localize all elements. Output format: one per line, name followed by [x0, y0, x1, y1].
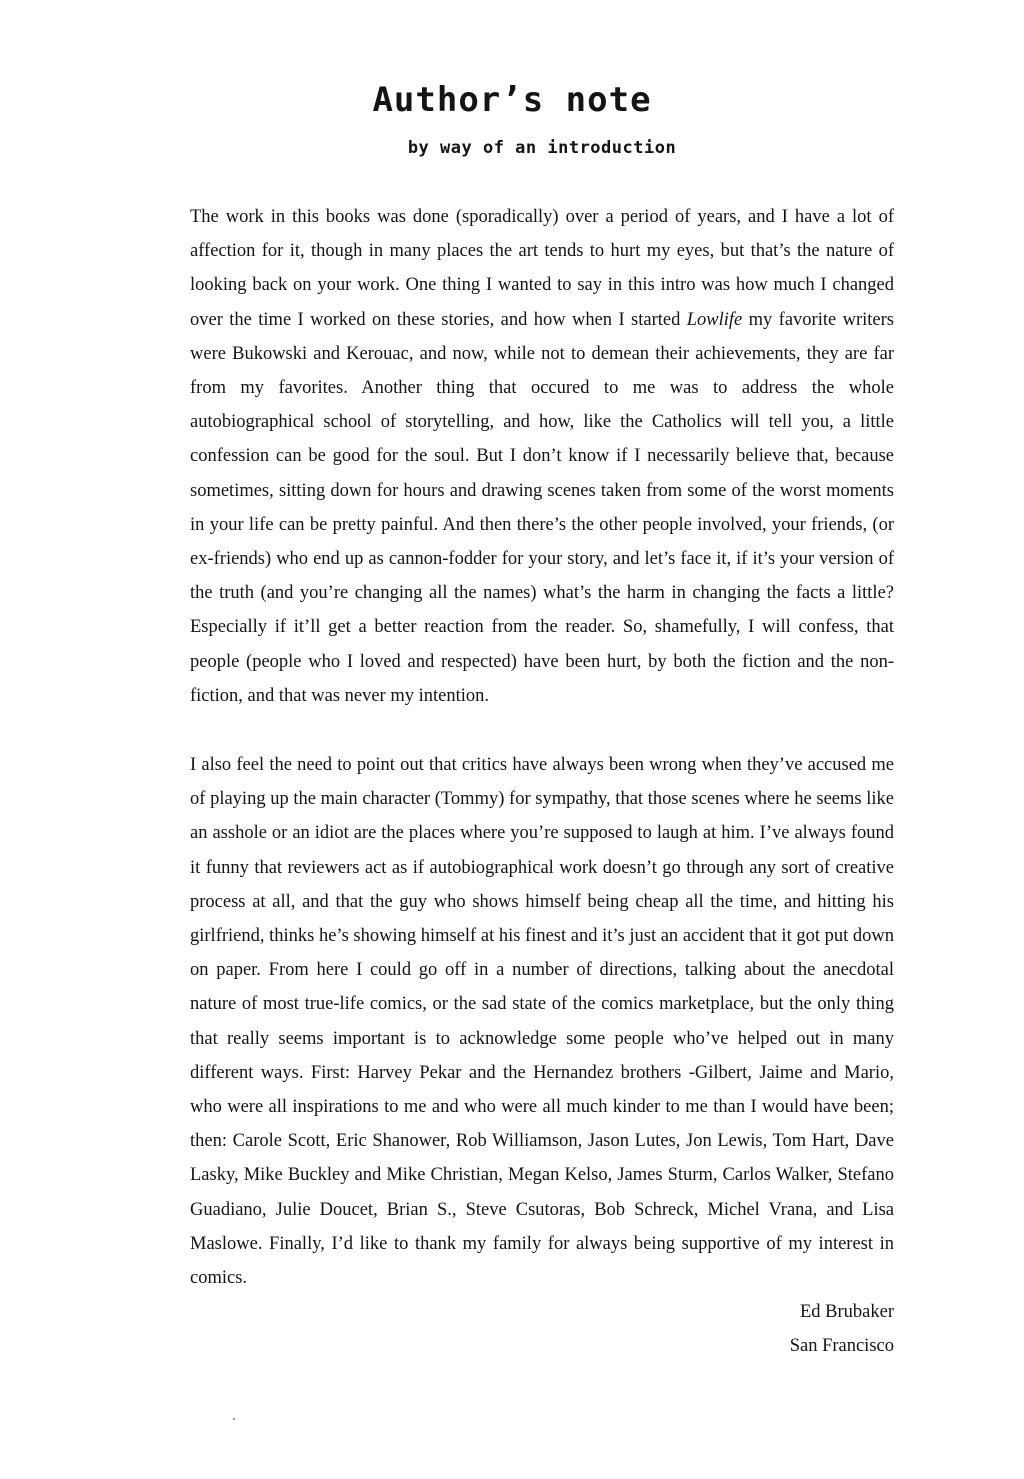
- paragraph-1-text-b: my favorite writers were Bukowski and Kerouac, and now, while not to demean their achievements, they are far from my favorites. Another thing that occured to me was to address the whole autobiographical school of storytelling, and how, like the Catholics will tell you, a little confession can be good for the soul. But I don’t know if I necessarily believe that, because sometimes, sitting down for hours and drawing scenes taken from some of the worst moments in your life can be pretty painful. And then there’s the other people involved, your friends, (or ex-friends) who end up as cannon-fodder for your story, and let’s face it, if it’s your version of the truth (and you’re changing all the names) what’s the harm in changing the facts a little? Especially if it’ll get a better reaction from the reader. So, shamefully, I will confess, that people (people who I loved and respected) have been hurt, by both the fiction and the non-fiction, and that was never my intention.: [190, 309, 894, 706]
- page-title: Author’s note: [372, 80, 652, 120]
- page-speck: [233, 1418, 235, 1420]
- signature-place: San Francisco: [789, 1336, 894, 1356]
- page-subtitle: by way of an introduction: [407, 138, 677, 158]
- book-title-italic: Lowlife: [686, 309, 743, 330]
- signature-name: Ed Brubaker: [799, 1302, 894, 1322]
- paragraph-1-text-a: The work in this books was done (sporadically) over a period of years, and I have a lot of affection for it, though in many places the art tends to hurt my eyes, but that’s the nature of looking back on your work. One thing I wanted to say in this intro was how much I changed over the time I worked on these stories, and how when I started: [190, 207, 894, 330]
- intro-paragraph-1: [190, 200, 894, 713]
- intro-paragraph-2: I also feel the need to point out that critics have always been wrong when they’ve accused me of playing up the main character (Tommy) for sympathy, that those scenes where he seems like an asshole or an idiot are the places where you’re supposed to laugh at him. I’ve always found it funny that reviewers act as if autobiographical work doesn’t go through any sort of creative process at all, and that the guy who shows himself being cheap all the time, and hitting his girlfriend, thinks he’s showing himself at his finest and it’s just an accident that it got put down on paper. From here I could go off in a number of directions, talking about the anecdotal nature of most true-life comics, or the sad state of the comics marketplace, but the only thing that really seems important is to acknowledge some people who’ve helped out in many different ways. First: Harvey Pekar and the Hernandez brothers -Gilbert, Jaime and Mario, who were all inspirations to me and who were all much kinder to me than I would have been; then: Carole Scott, Eric Shanower, Rob Williamson, Jason Lutes, Jon Lewis, Tom Hart, Dave Lasky, Mike Buckley and Mike Christian, Megan Kelso, James Sturm, Carlos Walker, Stefano Guadiano, Julie Doucet, Brian S., Steve Csutoras, Bob Schreck, Michel Vrana, and Lisa Maslowe. Finally, I’d like to thank my family for always being supportive of my interest in comics.: [190, 755, 894, 1289]
